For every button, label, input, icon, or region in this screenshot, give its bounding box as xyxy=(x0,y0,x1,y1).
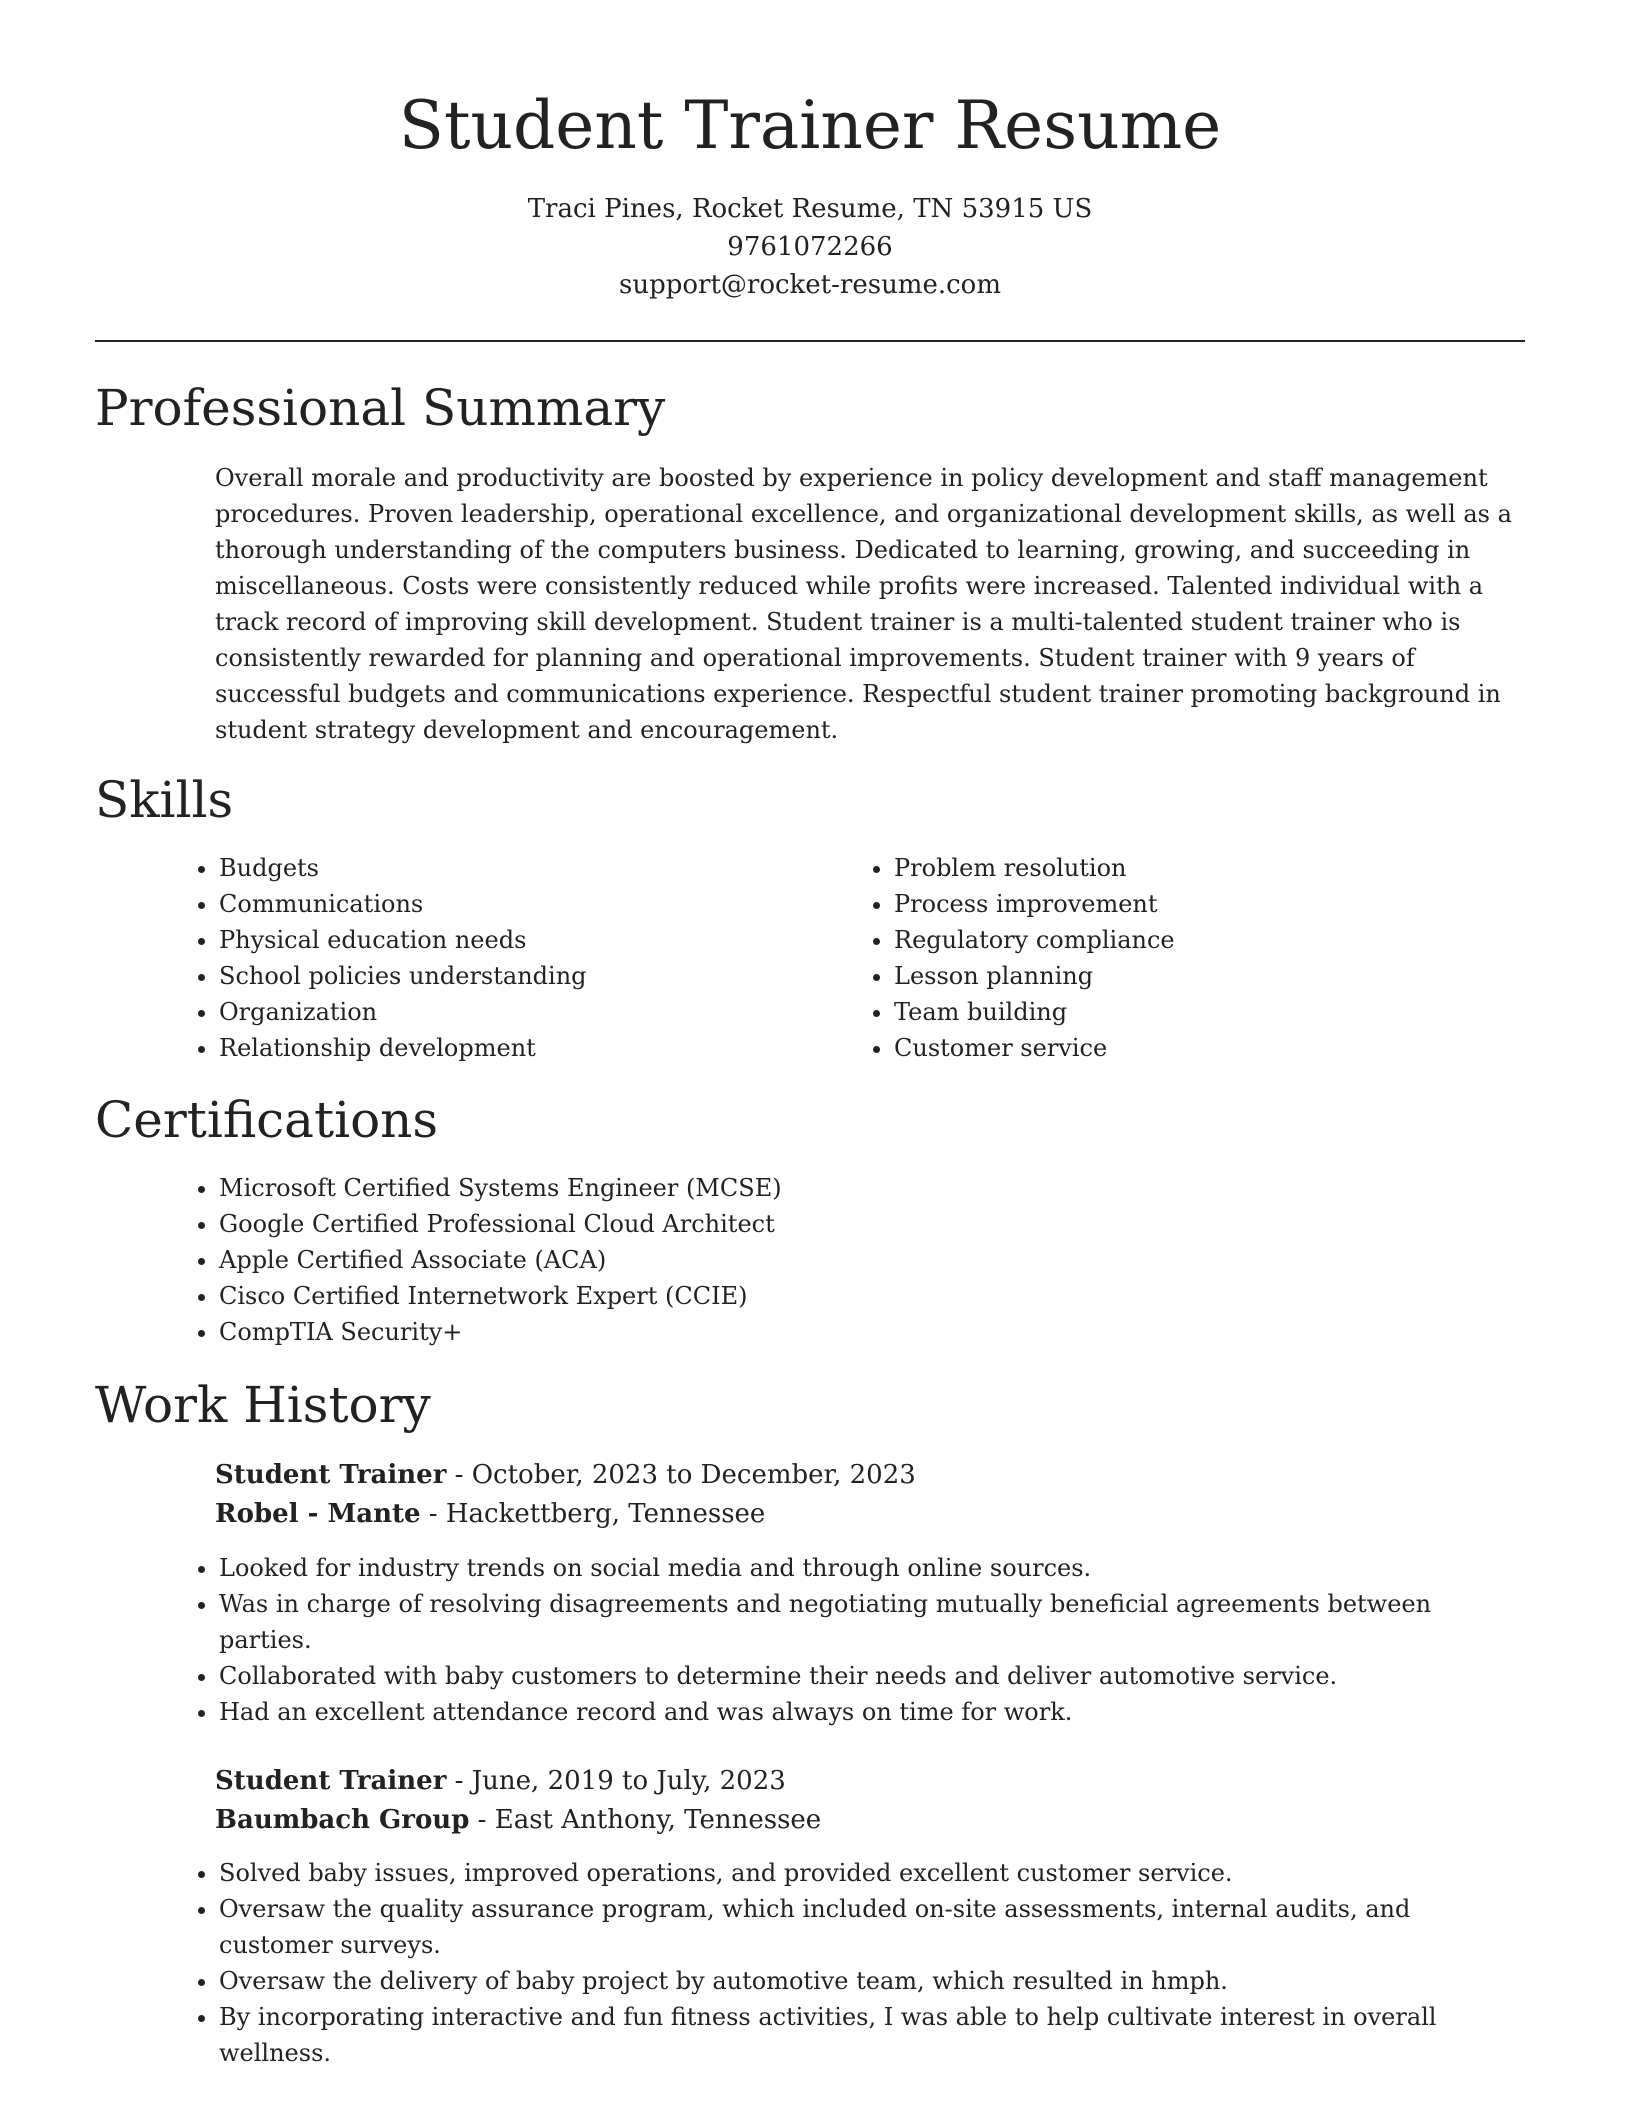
job-bullet: • Collaborated with baby customers to determine their needs and deliver automotive service. xyxy=(219,1658,1525,1694)
certification-item: • Cisco Certified Internetwork Expert (CCIE) xyxy=(219,1278,1525,1314)
summary-section xyxy=(215,460,1525,748)
job-duties xyxy=(175,1855,1525,2071)
job-company: Baumbach Group xyxy=(215,1805,470,1835)
job-bullet: • Was in charge of resolving disagreements and negotiating mutually beneficial agreements between parties. xyxy=(219,1586,1525,1658)
skill-item: • Process improvement xyxy=(894,886,1525,922)
job-dates: October, 2023 to December, 2023 xyxy=(471,1460,916,1490)
skill-item: • School policies understanding xyxy=(219,958,850,994)
job-location: Hackettberg, Tennessee xyxy=(445,1499,766,1529)
skill-item: • Lesson planning xyxy=(894,958,1525,994)
skill-item: • Customer service xyxy=(894,1030,1525,1066)
job-entry xyxy=(215,1762,1525,1840)
certifications-section xyxy=(175,1170,1525,1350)
job-bullet: • Solved baby issues, improved operations, and provided excellent customer service. xyxy=(219,1855,1525,1891)
contact-email: support@rocket-resume.com xyxy=(618,270,1001,300)
job-role: Student Trainer xyxy=(215,1460,447,1490)
contact-info xyxy=(95,190,1525,304)
contact-address: Traci Pines, Rocket Resume, TN 53915 US xyxy=(527,194,1093,224)
job-bullet: • Looked for industry trends on social media and through online sources. xyxy=(219,1550,1525,1586)
summary-text: Overall morale and productivity are boosted by experience in policy development and staff management procedures. Proven leadership, operational excellence, and organizational development skills, as well as a thorough understanding of the computers business. Dedicated to learning, growing, and succeeding in miscellaneous. Costs were consistently reduced while profits were increased. Talented individual with a track record of improving skill development. Student trainer is a multi-talented student trainer who is consistently rewarded for planning and operational improvements. Student trainer with 9 years of successful budgets and communications experience. Respectful student trainer promoting background in student strategy development and encouragement. xyxy=(215,464,1512,744)
skills-heading: Skills xyxy=(95,771,234,829)
job-dates: June, 2019 to July, 2023 xyxy=(471,1766,786,1796)
job-location: East Anthony, Tennessee xyxy=(494,1805,822,1835)
work-history-heading: Work History xyxy=(95,1376,431,1434)
contact-phone: 9761072266 xyxy=(727,232,893,262)
job-bullet: • Oversaw the quality assurance program, which included on-site assessments, internal audits, and customer surveys. xyxy=(219,1891,1525,1963)
job-bullet: • Oversaw the delivery of baby project by automotive team, which resulted in hmph. xyxy=(219,1963,1525,1999)
job-bullets xyxy=(175,1550,1525,1730)
skill-item: • Budgets xyxy=(219,850,850,886)
job-role: Student Trainer xyxy=(215,1766,447,1796)
summary-heading: Professional Summary xyxy=(95,379,666,437)
certification-item: • Google Certified Professional Cloud Architect xyxy=(219,1206,1525,1242)
job-entry xyxy=(215,1456,1525,1534)
certifications-list xyxy=(175,1170,1525,1350)
job-bullet: • By incorporating interactive and fun fitness activities, I was able to help cultivate interest in overall wellness. xyxy=(219,1999,1525,2071)
job-title-line: Student Trainer - June, 2019 to July, 2023 xyxy=(215,1766,786,1796)
skills-section xyxy=(175,850,1525,1066)
skills-list-left xyxy=(175,850,850,1066)
certification-item: • Apple Certified Associate (ACA) xyxy=(219,1242,1525,1278)
resume-title: Student Trainer Resume xyxy=(398,87,1222,164)
skill-item: • Regulatory compliance xyxy=(894,922,1525,958)
certifications-heading: Certifications xyxy=(95,1091,439,1149)
header-divider xyxy=(95,340,1525,342)
certification-item: • Microsoft Certified Systems Engineer (MCSE) xyxy=(219,1170,1525,1206)
job-company: Robel - Mante xyxy=(215,1499,421,1529)
job-bullets xyxy=(175,1855,1525,2071)
skill-item: • Organization xyxy=(219,994,850,1030)
job-duties xyxy=(175,1550,1525,1730)
job-bullet: • Had an excellent attendance record and was always on time for work. xyxy=(219,1694,1525,1730)
skill-item: • Communications xyxy=(219,886,850,922)
skill-item: • Team building xyxy=(894,994,1525,1030)
job-title-line: Student Trainer - October, 2023 to December, 2023 xyxy=(215,1460,916,1490)
skill-item: • Physical education needs xyxy=(219,922,850,958)
skill-item: • Relationship development xyxy=(219,1030,850,1066)
certification-item: • CompTIA Security+ xyxy=(219,1314,1525,1350)
skill-item: • Problem resolution xyxy=(894,850,1525,886)
skills-list-right xyxy=(850,850,1525,1066)
job-company-line: Baumbach Group - East Anthony, Tennessee xyxy=(215,1805,822,1835)
job-company-line: Robel - Mante - Hackettberg, Tennessee xyxy=(215,1499,766,1529)
